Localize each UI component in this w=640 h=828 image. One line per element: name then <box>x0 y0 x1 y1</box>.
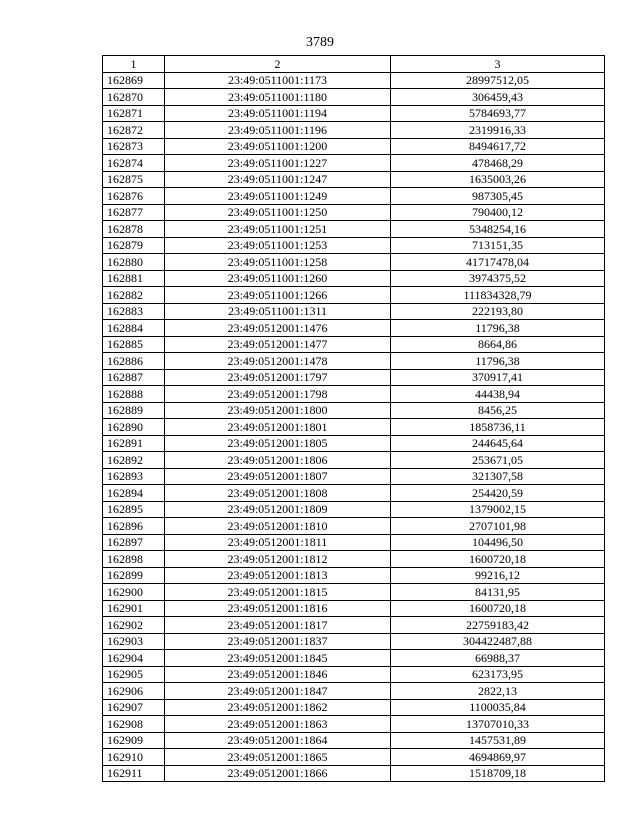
row-number-cell: 162884 <box>103 320 165 337</box>
row-number-cell: 162907 <box>103 699 165 716</box>
row-number-cell: 162871 <box>103 105 165 122</box>
table-row <box>103 237 605 254</box>
row-number-cell: 162906 <box>103 683 165 700</box>
cadastral-value-cell: 244645,64 <box>391 435 605 452</box>
row-number-cell: 162901 <box>103 600 165 617</box>
row-number-cell: 162873 <box>103 138 165 155</box>
cadastral-number-cell: 23:49:0512001:1813 <box>165 567 391 584</box>
cadastral-number-cell: 23:49:0512001:1864 <box>165 732 391 749</box>
table-row <box>103 122 605 139</box>
cadastral-value-cell: 1457531,89 <box>391 732 605 749</box>
cadastral-value-cell: 44438,94 <box>391 386 605 403</box>
cadastral-number-cell: 23:49:0512001:1862 <box>165 699 391 716</box>
row-number-cell: 162898 <box>103 551 165 568</box>
cadastral-value-cell: 22759183,42 <box>391 617 605 634</box>
cadastral-number-cell: 23:49:0512001:1800 <box>165 402 391 419</box>
cadastral-number-cell: 23:49:0512001:1810 <box>165 518 391 535</box>
cadastral-number-cell: 23:49:0511001:1250 <box>165 204 391 221</box>
table-row <box>103 468 605 485</box>
cadastral-number-cell: 23:49:0511001:1249 <box>165 188 391 205</box>
table-row <box>103 732 605 749</box>
cadastral-number-cell: 23:49:0511001:1227 <box>165 155 391 172</box>
table-row <box>103 485 605 502</box>
row-number-cell: 162909 <box>103 732 165 749</box>
cadastral-number-cell: 23:49:0511001:1196 <box>165 122 391 139</box>
column-header-value: 3 <box>391 56 605 73</box>
table-row <box>103 683 605 700</box>
cadastral-value-cell: 790400,12 <box>391 204 605 221</box>
cadastral-value-cell: 1379002,15 <box>391 501 605 518</box>
table-row <box>103 270 605 287</box>
cadastral-value-cell: 253671,05 <box>391 452 605 469</box>
cadastral-value-cell: 987305,45 <box>391 188 605 205</box>
row-number-cell: 162885 <box>103 336 165 353</box>
row-number-cell: 162892 <box>103 452 165 469</box>
table-row <box>103 89 605 106</box>
table-row <box>103 155 605 172</box>
cadastral-number-cell: 23:49:0512001:1846 <box>165 666 391 683</box>
table-row <box>103 171 605 188</box>
cadastral-value-cell: 2319916,33 <box>391 122 605 139</box>
table-row <box>103 386 605 403</box>
row-number-cell: 162877 <box>103 204 165 221</box>
column-header-number: 1 <box>103 56 165 73</box>
cadastral-value-cell: 321307,58 <box>391 468 605 485</box>
table-row <box>103 336 605 353</box>
cadastral-number-cell: 23:49:0512001:1815 <box>165 584 391 601</box>
cadastral-value-cell: 304422487,88 <box>391 633 605 650</box>
table-row <box>103 633 605 650</box>
cadastral-value-cell: 222193,80 <box>391 303 605 320</box>
row-number-cell: 162902 <box>103 617 165 634</box>
cadastral-value-cell: 104496,50 <box>391 534 605 551</box>
cadastral-number-cell: 23:49:0512001:1809 <box>165 501 391 518</box>
row-number-cell: 162905 <box>103 666 165 683</box>
row-number-cell: 162886 <box>103 353 165 370</box>
row-number-cell: 162882 <box>103 287 165 304</box>
cadastral-number-cell: 23:49:0512001:1797 <box>165 369 391 386</box>
table-row <box>103 584 605 601</box>
table-row <box>103 303 605 320</box>
cadastral-value-cell: 8664,86 <box>391 336 605 353</box>
cadastral-value-cell: 1600720,18 <box>391 551 605 568</box>
row-number-cell: 162894 <box>103 485 165 502</box>
cadastral-value-cell: 2822,13 <box>391 683 605 700</box>
cadastral-value-cell: 11796,38 <box>391 353 605 370</box>
cadastral-number-cell: 23:49:0511001:1253 <box>165 237 391 254</box>
cadastral-value-cell: 99216,12 <box>391 567 605 584</box>
table-row <box>103 699 605 716</box>
cadastral-value-cell: 2707101,98 <box>391 518 605 535</box>
cadastral-number-cell: 23:49:0512001:1845 <box>165 650 391 667</box>
cadastral-value-cell: 713151,35 <box>391 237 605 254</box>
cadastral-value-cell: 84131,95 <box>391 584 605 601</box>
row-number-cell: 162903 <box>103 633 165 650</box>
row-number-cell: 162897 <box>103 534 165 551</box>
cadastral-number-cell: 23:49:0512001:1478 <box>165 353 391 370</box>
row-number-cell: 162875 <box>103 171 165 188</box>
table-row <box>103 716 605 733</box>
row-number-cell: 162904 <box>103 650 165 667</box>
row-number-cell: 162893 <box>103 468 165 485</box>
table-row <box>103 138 605 155</box>
table-row <box>103 72 605 89</box>
table-row <box>103 617 605 634</box>
row-number-cell: 162900 <box>103 584 165 601</box>
row-number-cell: 162879 <box>103 237 165 254</box>
row-number-cell: 162888 <box>103 386 165 403</box>
cadastral-value-cell: 4694869,97 <box>391 749 605 766</box>
table-row <box>103 188 605 205</box>
cadastral-value-cell: 66988,37 <box>391 650 605 667</box>
row-number-cell: 162876 <box>103 188 165 205</box>
row-number-cell: 162911 <box>103 765 165 782</box>
row-number-cell: 162887 <box>103 369 165 386</box>
cadastral-number-cell: 23:49:0512001:1866 <box>165 765 391 782</box>
cadastral-number-cell: 23:49:0512001:1812 <box>165 551 391 568</box>
table-row <box>103 518 605 535</box>
row-number-cell: 162908 <box>103 716 165 733</box>
table-row <box>103 369 605 386</box>
cadastral-number-cell: 23:49:0511001:1247 <box>165 171 391 188</box>
table-row <box>103 221 605 238</box>
table-row <box>103 204 605 221</box>
table-row <box>103 666 605 683</box>
cadastral-number-cell: 23:49:0511001:1311 <box>165 303 391 320</box>
cadastral-value-cell: 13707010,33 <box>391 716 605 733</box>
table-body <box>103 72 605 782</box>
row-number-cell: 162889 <box>103 402 165 419</box>
row-number-cell: 162896 <box>103 518 165 535</box>
cadastral-value-cell: 1858736,11 <box>391 419 605 436</box>
cadastral-number-cell: 23:49:0511001:1173 <box>165 72 391 89</box>
table-row <box>103 435 605 452</box>
cadastral-number-cell: 23:49:0512001:1811 <box>165 534 391 551</box>
cadastral-number-cell: 23:49:0512001:1837 <box>165 633 391 650</box>
cadastral-value-cell: 478468,29 <box>391 155 605 172</box>
table-row <box>103 650 605 667</box>
table-row <box>103 749 605 766</box>
table-row <box>103 501 605 518</box>
table-row <box>103 765 605 782</box>
cadastral-number-cell: 23:49:0512001:1847 <box>165 683 391 700</box>
cadastral-value-cell: 111834328,79 <box>391 287 605 304</box>
row-number-cell: 162910 <box>103 749 165 766</box>
column-header-row <box>103 56 605 73</box>
row-number-cell: 162869 <box>103 72 165 89</box>
cadastral-number-cell: 23:49:0512001:1801 <box>165 419 391 436</box>
cadastral-value-cell: 5348254,16 <box>391 221 605 238</box>
cadastral-value-table <box>102 55 605 782</box>
table-row <box>103 105 605 122</box>
table-row <box>103 353 605 370</box>
cadastral-value-cell: 370917,41 <box>391 369 605 386</box>
row-number-cell: 162870 <box>103 89 165 106</box>
column-header-cadastral-number: 2 <box>165 56 391 73</box>
cadastral-number-cell: 23:49:0512001:1476 <box>165 320 391 337</box>
cadastral-number-cell: 23:49:0512001:1816 <box>165 600 391 617</box>
cadastral-value-cell: 1600720,18 <box>391 600 605 617</box>
table-row <box>103 567 605 584</box>
cadastral-value-cell: 8456,25 <box>391 402 605 419</box>
cadastral-value-cell: 1635003,26 <box>391 171 605 188</box>
cadastral-number-cell: 23:49:0512001:1865 <box>165 749 391 766</box>
cadastral-value-cell: 1518709,18 <box>391 765 605 782</box>
cadastral-number-cell: 23:49:0512001:1863 <box>165 716 391 733</box>
cadastral-value-cell: 41717478,04 <box>391 254 605 271</box>
row-number-cell: 162883 <box>103 303 165 320</box>
table-row <box>103 402 605 419</box>
table-row <box>103 551 605 568</box>
cadastral-number-cell: 23:49:0512001:1807 <box>165 468 391 485</box>
cadastral-number-cell: 23:49:0512001:1806 <box>165 452 391 469</box>
cadastral-number-cell: 23:49:0511001:1266 <box>165 287 391 304</box>
page-number: 3789 <box>306 35 334 50</box>
cadastral-value-cell: 3974375,52 <box>391 270 605 287</box>
row-number-cell: 162895 <box>103 501 165 518</box>
cadastral-value-cell: 28997512,05 <box>391 72 605 89</box>
cadastral-number-cell: 23:49:0512001:1805 <box>165 435 391 452</box>
table-row <box>103 320 605 337</box>
cadastral-number-cell: 23:49:0511001:1258 <box>165 254 391 271</box>
table-row <box>103 254 605 271</box>
cadastral-number-cell: 23:49:0512001:1798 <box>165 386 391 403</box>
row-number-cell: 162878 <box>103 221 165 238</box>
table-row <box>103 452 605 469</box>
cadastral-value-cell: 306459,43 <box>391 89 605 106</box>
row-number-cell: 162874 <box>103 155 165 172</box>
cadastral-value-cell: 11796,38 <box>391 320 605 337</box>
row-number-cell: 162890 <box>103 419 165 436</box>
table-row <box>103 600 605 617</box>
cadastral-number-cell: 23:49:0511001:1251 <box>165 221 391 238</box>
row-number-cell: 162881 <box>103 270 165 287</box>
cadastral-number-cell: 23:49:0512001:1817 <box>165 617 391 634</box>
cadastral-number-cell: 23:49:0511001:1260 <box>165 270 391 287</box>
row-number-cell: 162872 <box>103 122 165 139</box>
row-number-cell: 162899 <box>103 567 165 584</box>
row-number-cell: 162891 <box>103 435 165 452</box>
row-number-cell: 162880 <box>103 254 165 271</box>
table-row <box>103 534 605 551</box>
cadastral-number-cell: 23:49:0512001:1808 <box>165 485 391 502</box>
table-row <box>103 287 605 304</box>
cadastral-number-cell: 23:49:0511001:1200 <box>165 138 391 155</box>
cadastral-number-cell: 23:49:0512001:1477 <box>165 336 391 353</box>
cadastral-value-cell: 1100035,84 <box>391 699 605 716</box>
cadastral-value-cell: 623173,95 <box>391 666 605 683</box>
cadastral-number-cell: 23:49:0511001:1180 <box>165 89 391 106</box>
cadastral-value-cell: 254420,59 <box>391 485 605 502</box>
cadastral-number-cell: 23:49:0511001:1194 <box>165 105 391 122</box>
cadastral-value-cell: 5784693,77 <box>391 105 605 122</box>
table-row <box>103 419 605 436</box>
cadastral-value-cell: 8494617,72 <box>391 138 605 155</box>
